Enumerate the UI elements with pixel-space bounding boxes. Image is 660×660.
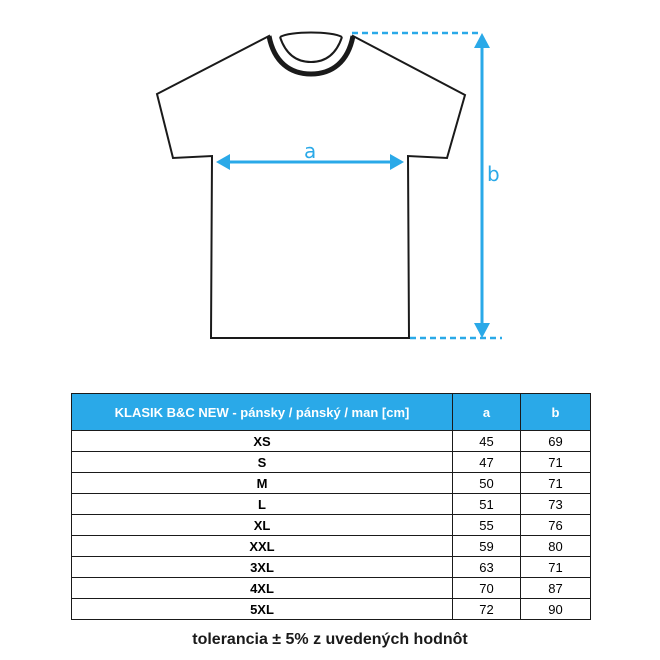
table-row xyxy=(72,473,591,494)
table-header-row xyxy=(72,394,591,431)
length-arrow-head-bottom xyxy=(474,323,490,338)
header-title: KLASIK B&C NEW - pánsky / pánský / man [cm] xyxy=(72,394,453,431)
value-a-cell: 59 xyxy=(453,536,521,557)
table-row xyxy=(72,578,591,599)
value-b-cell: 71 xyxy=(521,473,591,494)
table-row xyxy=(72,431,591,452)
table-row xyxy=(72,494,591,515)
length-arrow-head-top xyxy=(474,33,490,48)
size-cell: L xyxy=(72,494,453,515)
size-cell: XL xyxy=(72,515,453,536)
table-row xyxy=(72,599,591,620)
value-b-cell: 80 xyxy=(521,536,591,557)
value-b-cell: 71 xyxy=(521,452,591,473)
width-arrow-head-right xyxy=(390,154,404,170)
size-cell: S xyxy=(72,452,453,473)
size-cell: XS xyxy=(72,431,453,452)
value-a-cell: 72 xyxy=(453,599,521,620)
table-row xyxy=(72,452,591,473)
value-b-cell: 69 xyxy=(521,431,591,452)
value-b-cell: 90 xyxy=(521,599,591,620)
size-cell: 4XL xyxy=(72,578,453,599)
collar-inner xyxy=(280,37,342,62)
value-b-cell: 71 xyxy=(521,557,591,578)
size-cell: 3XL xyxy=(72,557,453,578)
value-a-cell: 45 xyxy=(453,431,521,452)
size-table xyxy=(71,393,591,620)
collar-back xyxy=(280,33,342,38)
table-row xyxy=(72,515,591,536)
value-a-cell: 63 xyxy=(453,557,521,578)
table-row xyxy=(72,536,591,557)
value-b-cell: 87 xyxy=(521,578,591,599)
size-cell: XXL xyxy=(72,536,453,557)
value-b-cell: 76 xyxy=(521,515,591,536)
value-a-cell: 51 xyxy=(453,494,521,515)
value-b-cell: 73 xyxy=(521,494,591,515)
dimension-label-b: b xyxy=(487,162,500,186)
dimension-label-a: a xyxy=(304,139,317,163)
size-cell: M xyxy=(72,473,453,494)
table-row xyxy=(72,557,591,578)
tshirt-body-outline xyxy=(157,36,465,338)
value-a-cell: 50 xyxy=(453,473,521,494)
header-col-a: a xyxy=(453,394,521,431)
tolerance-note: tolerancia ± 5% z uvedených hodnôt xyxy=(192,631,468,648)
value-a-cell: 70 xyxy=(453,578,521,599)
width-arrow-head-left xyxy=(216,154,230,170)
value-a-cell: 47 xyxy=(453,452,521,473)
header-col-b: b xyxy=(521,394,591,431)
value-a-cell: 55 xyxy=(453,515,521,536)
size-cell: 5XL xyxy=(72,599,453,620)
